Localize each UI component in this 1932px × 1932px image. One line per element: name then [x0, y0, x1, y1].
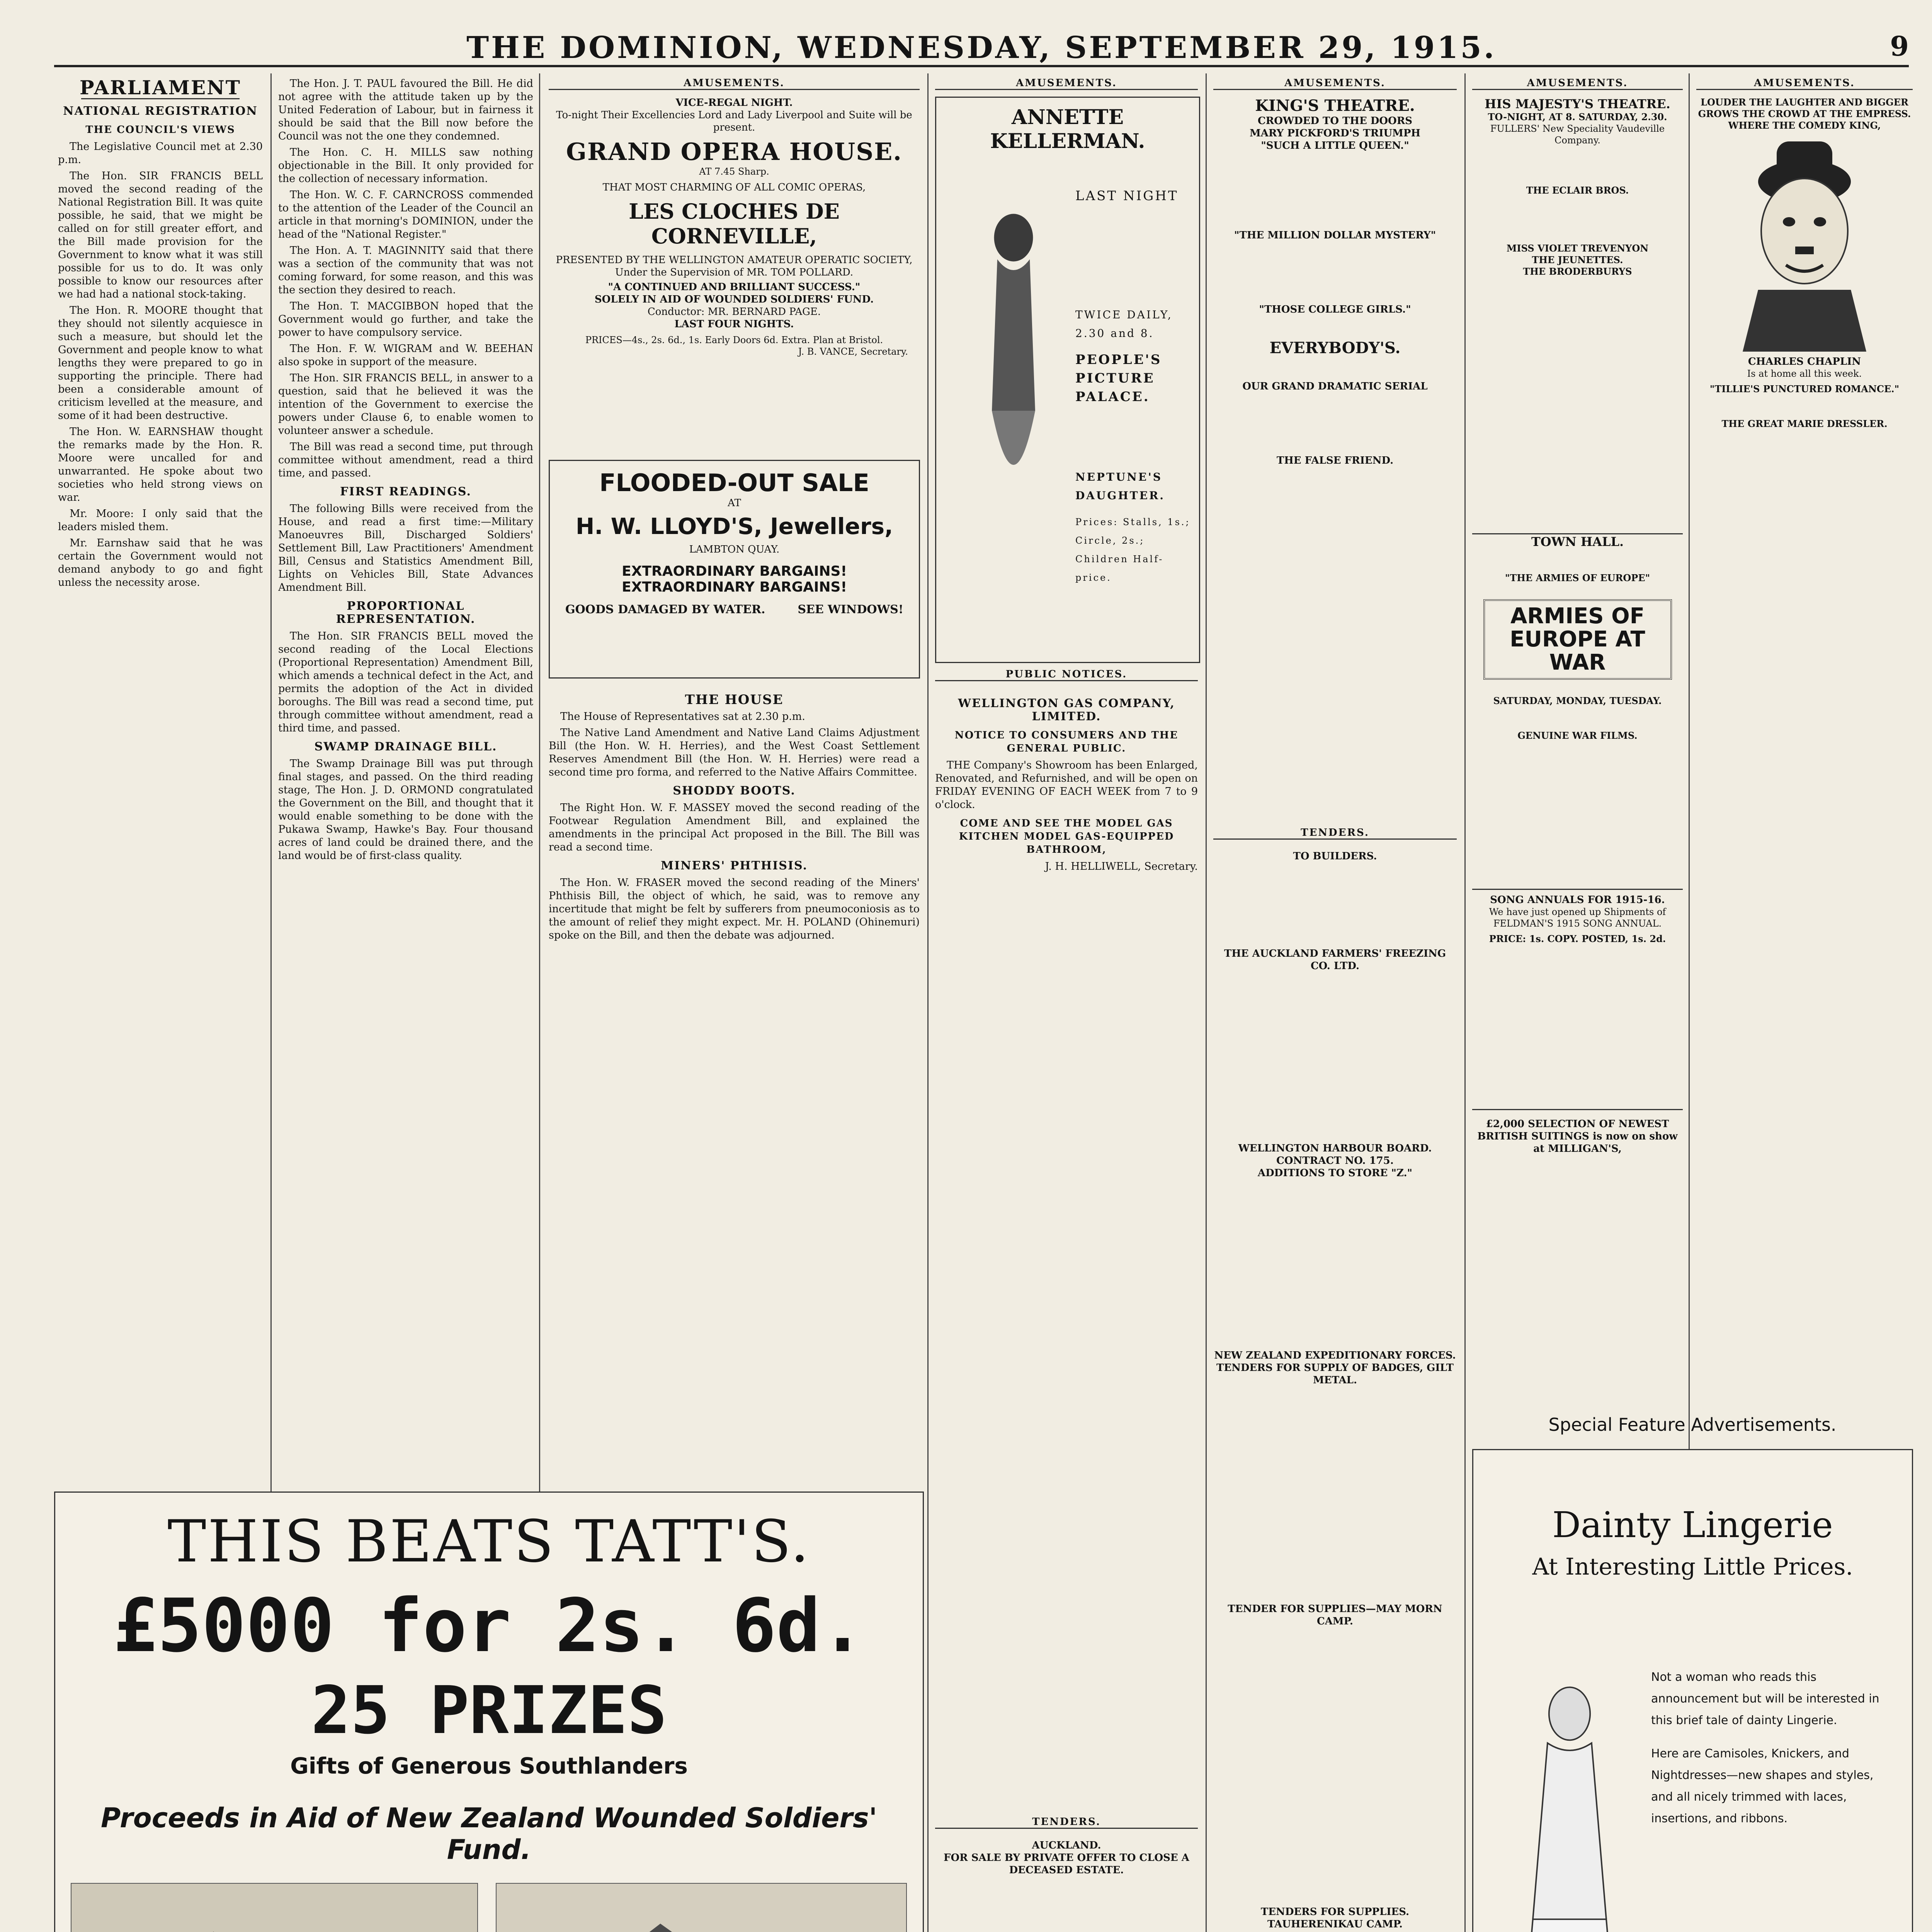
paragraph: The Hon. T. MACGIBBON hoped that the Government would go further, and take the power to have compulsory service.	[278, 300, 533, 338]
flooded-sale-ad	[549, 460, 920, 679]
town-hall-text: "THE ARMIES OF EUROPE"	[1505, 572, 1650, 583]
auckland-tenders-header: TENDERS.	[935, 1816, 1198, 1829]
tender-heading: TENDERS FOR SUPPLY OF BADGES, GILT METAL.	[1216, 1362, 1454, 1386]
column-rule	[1689, 73, 1690, 1476]
chaplin-caption: CHARLES CHAPLIN	[1748, 356, 1861, 367]
paragraph: The Hon. SIR FRANCIS BELL moved the second reading of the National Registration Bill. It was quite possible, he said, that we might be called on for still greater effort, and the Bill made provision for the Government to know what it was still possible for us to do. It was only possible to know our resources after we had had a national stock-taking.	[58, 170, 263, 300]
amusements-header: AMUSEMENTS.	[1472, 77, 1683, 90]
chaplin-portrait-illustration	[1727, 135, 1882, 352]
neptune: NEPTUNE'S DAUGHTER.	[1075, 471, 1165, 502]
tender-heading: NEW ZEALAND EXPEDITIONARY FORCES.	[1214, 1350, 1456, 1361]
page-number: 9	[1890, 30, 1909, 62]
kings-text: "THOSE COLLEGE GIRLS."	[1259, 304, 1411, 315]
bungalow-illustration	[497, 1884, 906, 1932]
paragraph: The Native Land Amendment and Native Land Claims Adjustment Bill (the Hon. W. H. Herries), and the West Coast Settlement Reserves Amendment Bill (the Hon. W. H. Herries) were read a second time pro forma, and referred to the Native Affairs Committee.	[549, 727, 920, 778]
column-rule	[1206, 73, 1207, 1932]
opera-time: AT 7.45 Sharp.	[699, 166, 769, 177]
kings-text: CROWDED TO THE DOORS	[1257, 115, 1413, 127]
chaplin-text: LOUDER THE LAUGHTER AND BIGGER GROWS THE CROWD AT THE EMPRESS.	[1698, 97, 1911, 119]
gas-come: COME AND SEE THE MODEL GAS KITCHEN MODEL GAS-EQUIPPED BATHROOM,	[959, 818, 1174, 855]
opera-title: GRAND OPERA HOUSE.	[566, 138, 902, 166]
his-majestys-ad	[1472, 97, 1683, 522]
first-readings-heading: FIRST READINGS.	[340, 485, 471, 498]
amusements-header: AMUSEMENTS.	[1696, 77, 1913, 90]
paragraph: The Hon. SIR FRANCIS BELL, in answer to a question, said that he believed it was the intention of the Government to exercise the powers under Clause 6, to enable women to volunteer answer a schedule.	[278, 372, 533, 437]
kings-text: MARY PICKFORD'S TRIUMPH	[1249, 128, 1421, 139]
song-text: We have just opened up Shipments of FELDMAN'S 1915 SONG ANNUAL.	[1489, 906, 1666, 929]
column-rule	[927, 73, 929, 1932]
house-heading: THE HOUSE	[685, 692, 784, 707]
suitings-ad	[1472, 1109, 1683, 1203]
second-prize-image	[496, 1883, 907, 1932]
tatts-25-prizes: 25 PRIZES	[311, 1672, 667, 1749]
opera-secretary: J. B. VANCE, Secretary.	[798, 346, 908, 357]
lingerie-illustration	[1489, 1643, 1636, 1932]
tender-heading: TAUHERENIKAU CAMP.	[1267, 1918, 1403, 1930]
parliament-column	[58, 77, 263, 1468]
lingerie-body: Here are Camisoles, Knickers, and Nightdresses—new shapes and styles, and all nicely trimmed with laces, insertions, and ribbons.	[1651, 1747, 1874, 1825]
parliament-column-2	[278, 77, 533, 1468]
hm-text: TO-NIGHT, AT 8. SATURDAY, 2.30.	[1488, 111, 1667, 122]
town-hall-text: GENUINE WAR FILMS.	[1517, 730, 1638, 741]
tatts-ad	[54, 1492, 924, 1932]
paragraph: Mr. Moore: I only said that the leaders misled them.	[58, 508, 263, 533]
kellerman-figure	[959, 183, 1068, 531]
kings-text: EVERYBODY'S.	[1269, 339, 1401, 357]
bargains-1: EXTRAORDINARY BARGAINS!	[622, 563, 847, 579]
swimmer-illustration	[959, 183, 1068, 531]
armies-of-europe: ARMIES OF EUROPE AT WAR	[1483, 599, 1672, 680]
tatts-proceeds: Proceeds in Aid of New Zealand Wounded Soldiers' Fund.	[100, 1802, 878, 1866]
last-night: LAST NIGHT	[1075, 188, 1179, 204]
kellerman-name: ANNETTE KELLERMAN.	[990, 105, 1145, 153]
tender-heading: WELLINGTON HARBOUR BOARD. CONTRACT NO. 175.	[1238, 1143, 1432, 1167]
house-column	[549, 688, 920, 1437]
opera-success: "A CONTINUED AND BRILLIANT SUCCESS."	[608, 281, 861, 293]
opera-ad	[549, 97, 920, 483]
kings-theatre-ad	[1213, 97, 1457, 819]
patrick-lingerie-ad	[1472, 1449, 1913, 1932]
bungalow-illustration	[71, 1884, 477, 1932]
column-rule	[270, 73, 272, 1553]
song-annual-ad	[1472, 889, 1683, 1091]
gas-signature: J. H. HELLIWELL, Secretary.	[1045, 861, 1198, 872]
first-prize-image	[71, 1883, 478, 1932]
chaplin-ad	[1696, 97, 1913, 599]
paragraph: The Hon. J. T. PAUL favoured the Bill. He did not agree with the attitude taken up by the United Federation of Labour, but in fairness it should be said that the Bill now before the Council was not the one they condemned.	[278, 78, 533, 142]
opera-work: LES CLOCHES DE CORNEVILLE,	[629, 199, 840, 248]
gas-title: WELLINGTON GAS COMPANY, LIMITED.	[958, 697, 1175, 723]
paragraph: The Hon. F. W. WIGRAM and W. BEEHAN also spoke in support of the measure.	[278, 343, 533, 368]
swamp-heading: SWAMP DRAINAGE BILL.	[314, 740, 497, 753]
paragraph: The Right Hon. W. F. MASSEY moved the second reading of the Footwear Regulation Amendment Bill, and explained the amendments in the principal Act proposed in the Bill. The Bill was read a second time.	[549, 802, 920, 853]
paragraph: The Hon. R. MOORE thought that they should not silently acquiesce in such a measure, but should let the Government and people know to what lengths they were prepared to go in supporting the principle. There had been a considerable amount of criticism levelled at the measure, and some of it had been destructive.	[58, 304, 263, 422]
viceregal: VICE-REGAL NIGHT.	[675, 97, 793, 109]
tatts-gifts: Gifts of Generous Southlanders	[290, 1753, 688, 1779]
tatts-prize: £5000 for 2s. 6d.	[113, 1583, 865, 1668]
paragraph: The Hon. A. T. MAGINNITY said that there was a section of the community that was not coming forward, for some reason, and this was the section they desired to reach.	[278, 245, 533, 296]
chaplin-portrait	[1727, 135, 1882, 352]
paragraph: The Hon. W. EARNSHAW thought the remarks made by the Hon. R. Moore were uncalled for and unwarranted. He spoke about two societies who held strong views on war.	[58, 426, 263, 503]
lingerie-copy	[1651, 1667, 1891, 1830]
opera-charming: THAT MOST CHARMING OF ALL COMIC OPERAS,	[602, 182, 866, 193]
flooded-firm: H. W. LLOYD'S, Jewellers,	[575, 513, 893, 539]
goods-damaged: GOODS DAMAGED BY WATER.	[565, 603, 765, 616]
patrons: To-night Their Excellencies Lord and Lady Liverpool and Suite will be present.	[556, 109, 912, 133]
chaplin-text: WHERE THE COMEDY KING,	[1728, 120, 1881, 131]
lingerie-figure	[1489, 1643, 1636, 1932]
auckland-sale: FOR SALE BY PRIVATE OFFER TO CLOSE A DECEASED ESTATE.	[944, 1852, 1189, 1876]
opera-conductor: Conductor: MR. BERNARD PAGE.	[647, 306, 821, 318]
column-rule	[1464, 73, 1466, 1932]
kellerman-ad	[935, 97, 1200, 663]
chaplin-text: "TILLIE'S PUNCTURED ROMANCE."	[1709, 383, 1900, 395]
town-hall-ad	[1472, 533, 1683, 882]
council-views-heading: THE COUNCIL'S VIEWS	[85, 124, 235, 136]
paragraph: The Swamp Drainage Bill was put through final stages, and passed. On the third reading stage, The Hon. J. D. ORMOND congratulated the Government on the Bill, and thought that it would enable something to be done with the Pukawa Swamp, Hawke's Bay. Four thousand acres of land could be drained there, and the land would be of first-class quality.	[278, 758, 533, 862]
tenders-column	[1213, 850, 1457, 1932]
phthisis-heading: MINERS' PHTHISIS.	[660, 859, 808, 872]
paragraph: THE Company's Showroom has been Enlarged, Renovated, and Refurnished, and will be open on FRIDAY EVENING OF EACH WEEK from 7 to 9 o'clock.	[935, 759, 1198, 811]
theatre-name: PEOPLE'S PICTURE PALACE.	[1075, 352, 1162, 405]
tender-heading: TENDERS FOR SUPPLIES.	[1260, 1906, 1410, 1918]
suitings-text: £2,000 SELECTION OF NEWEST BRITISH SUITINGS is now on show at MILLIGAN'S,	[1477, 1118, 1678, 1155]
masthead-title: THE DOMINION, WEDNESDAY, SEPTEMBER 29, 1915.	[466, 30, 1497, 65]
hm-text: THE BRODERBURYS	[1523, 266, 1632, 277]
paragraph: The following Bills were received from the House, and read a first time:—Military Manoeuvres Bill, Discharged Soldiers' Settlement Bill, Law Practitioners' Amendment Bill, Census and Statistics Amendment Bill, Lights on Vehicles Bill, State Advances Amendment Bill.	[278, 503, 533, 594]
prices: Prices: Stalls, 1s.; Circle, 2s.; Children Half-price.	[1075, 517, 1190, 583]
kings-text: OUR GRAND DRAMATIC SERIAL	[1242, 381, 1428, 392]
auckland-place: AUCKLAND.	[1032, 1840, 1101, 1851]
gas-company-notice	[935, 692, 1198, 1310]
masthead	[54, 30, 1909, 67]
proportional-heading: PROPORTIONAL REPRESENTATION.	[336, 599, 476, 626]
flooded-at: AT	[728, 497, 741, 509]
kings-text: THE FALSE FRIEND.	[1276, 455, 1394, 466]
tenders-header: TENDERS.	[1213, 827, 1457, 840]
tatts-title: THIS BEATS TATT'S.	[167, 1508, 811, 1575]
gas-notice: NOTICE TO CONSUMERS AND THE GENERAL PUBLIC.	[954, 730, 1179, 754]
public-notices-header: PUBLIC NOTICES.	[935, 668, 1198, 681]
amusements-header: AMUSEMENTS.	[549, 77, 920, 90]
auckland-column	[935, 1839, 1198, 1932]
amusements-header: AMUSEMENTS.	[935, 77, 1198, 90]
column-rule	[539, 73, 540, 1553]
parliament-heading: PARLIAMENT	[79, 77, 241, 99]
paragraph: The Hon. SIR FRANCIS BELL moved the second reading of the Local Elections (Proportional Representation) Amendment Bill, which amends a technical defect in the Act, and permits the adoption of the Act in divided boroughs. The Bill was read a second time, put through committee without amendment, read a third time, and passed.	[278, 630, 533, 734]
flooded-title: FLOODED-OUT SALE	[599, 469, 869, 497]
tender-heading: ADDITIONS TO STORE "Z."	[1257, 1167, 1413, 1179]
paragraph: The House of Representatives sat at 2.30 p.m.	[560, 711, 805, 723]
town-hall-title: TOWN HALL.	[1531, 534, 1624, 549]
opera-last: LAST FOUR NIGHTS.	[674, 318, 794, 330]
lingerie-title: Dainty Lingerie	[1552, 1504, 1833, 1546]
kings-title: KING'S THEATRE.	[1255, 97, 1415, 115]
song-price: PRICE: 1s. COPY. POSTED, 1s. 2d.	[1489, 933, 1666, 944]
opera-prices: PRICES—4s., 2s. 6d., 1s. Early Doors 6d. Extra. Plan at Bristol.	[585, 335, 883, 345]
paragraph: The Hon. W. C. F. CARNCROSS commended to the attention of the Leader of the Council an article in that morning's DOMINION, under the head of the "National Register."	[278, 189, 533, 240]
kings-text: "SUCH A LITTLE QUEEN."	[1261, 140, 1409, 151]
flooded-place: LAMBTON QUAY.	[689, 544, 780, 555]
see-windows: SEE WINDOWS!	[798, 603, 903, 616]
shoddy-heading: SHODDY BOOTS.	[673, 784, 796, 798]
opera-aid: SOLELY IN AID OF WOUNDED SOLDIERS' FUND.	[594, 294, 874, 305]
bargains-2: EXTRAORDINARY BARGAINS!	[622, 579, 847, 595]
paragraph: The Hon. W. FRASER moved the second reading of the Miners' Phthisis Bill, the object of which, he said, was to remove any incertitude that might be felt by sufferers from pneumoconiosis as to the amount of relief they might expect. Mr. H. POLAND (Ohinemuri) spoke on the Bill, and then the debate was adjourned.	[549, 877, 920, 941]
hm-text: THE ECLAIR BROS.	[1526, 185, 1629, 196]
kings-text: "THE MILLION DOLLAR MYSTERY"	[1234, 230, 1436, 241]
kellerman-info	[1075, 187, 1191, 587]
tender-heading: TENDER FOR SUPPLIES—MAY MORN CAMP.	[1228, 1603, 1442, 1627]
chaplin-text: Is at home all this week.	[1747, 368, 1862, 379]
twice-daily: TWICE DAILY, 2.30 and 8.	[1075, 308, 1173, 340]
paragraph: The Bill was read a second time, put through committee without amendment, read a third time, and passed.	[278, 441, 533, 479]
lingerie-intro: Not a woman who reads this announcement but will be interested in this brief tale of dainty Lingerie.	[1651, 1670, 1879, 1727]
tender-heading: TO BUILDERS.	[1293, 850, 1377, 862]
hm-text: THE JEUNETTES.	[1532, 254, 1623, 265]
tender-heading: THE AUCKLAND FARMERS' FREEZING CO. LTD.	[1224, 948, 1446, 972]
amusements-header: AMUSEMENTS.	[1213, 77, 1457, 90]
special-feature-heading: Special Feature Advertisements.	[1548, 1414, 1837, 1435]
hm-title: HIS MAJESTY'S THEATRE.	[1485, 97, 1670, 111]
town-hall-text: SATURDAY, MONDAY, TUESDAY.	[1493, 695, 1662, 706]
hm-text: FULLERS' New Speciality Vaudeville Company.	[1490, 123, 1665, 146]
hm-text: MISS VIOLET TREVENYON	[1506, 243, 1649, 254]
paragraph: The Legislative Council met at 2.30 p.m.	[58, 141, 263, 166]
opera-presented: PRESENTED BY THE WELLINGTON AMATEUR OPERATIC SOCIETY, Under the Supervision of MR. TOM POLLARD.	[556, 254, 913, 278]
chaplin-text: THE GREAT MARIE DRESSLER.	[1721, 418, 1888, 429]
registration-heading: NATIONAL REGISTRATION	[63, 104, 258, 118]
song-heading: SONG ANNUALS FOR 1915-16.	[1490, 894, 1665, 906]
paragraph: Mr. Earnshaw said that he was certain the Government would not demand anybody to go and fight unless the necessity arose.	[58, 537, 263, 588]
paragraph: The Hon. C. H. MILLS saw nothing objectionable in the Bill. It only provided for the collection of necessary information.	[278, 146, 533, 185]
lingerie-subtitle: At Interesting Little Prices.	[1532, 1553, 1853, 1580]
